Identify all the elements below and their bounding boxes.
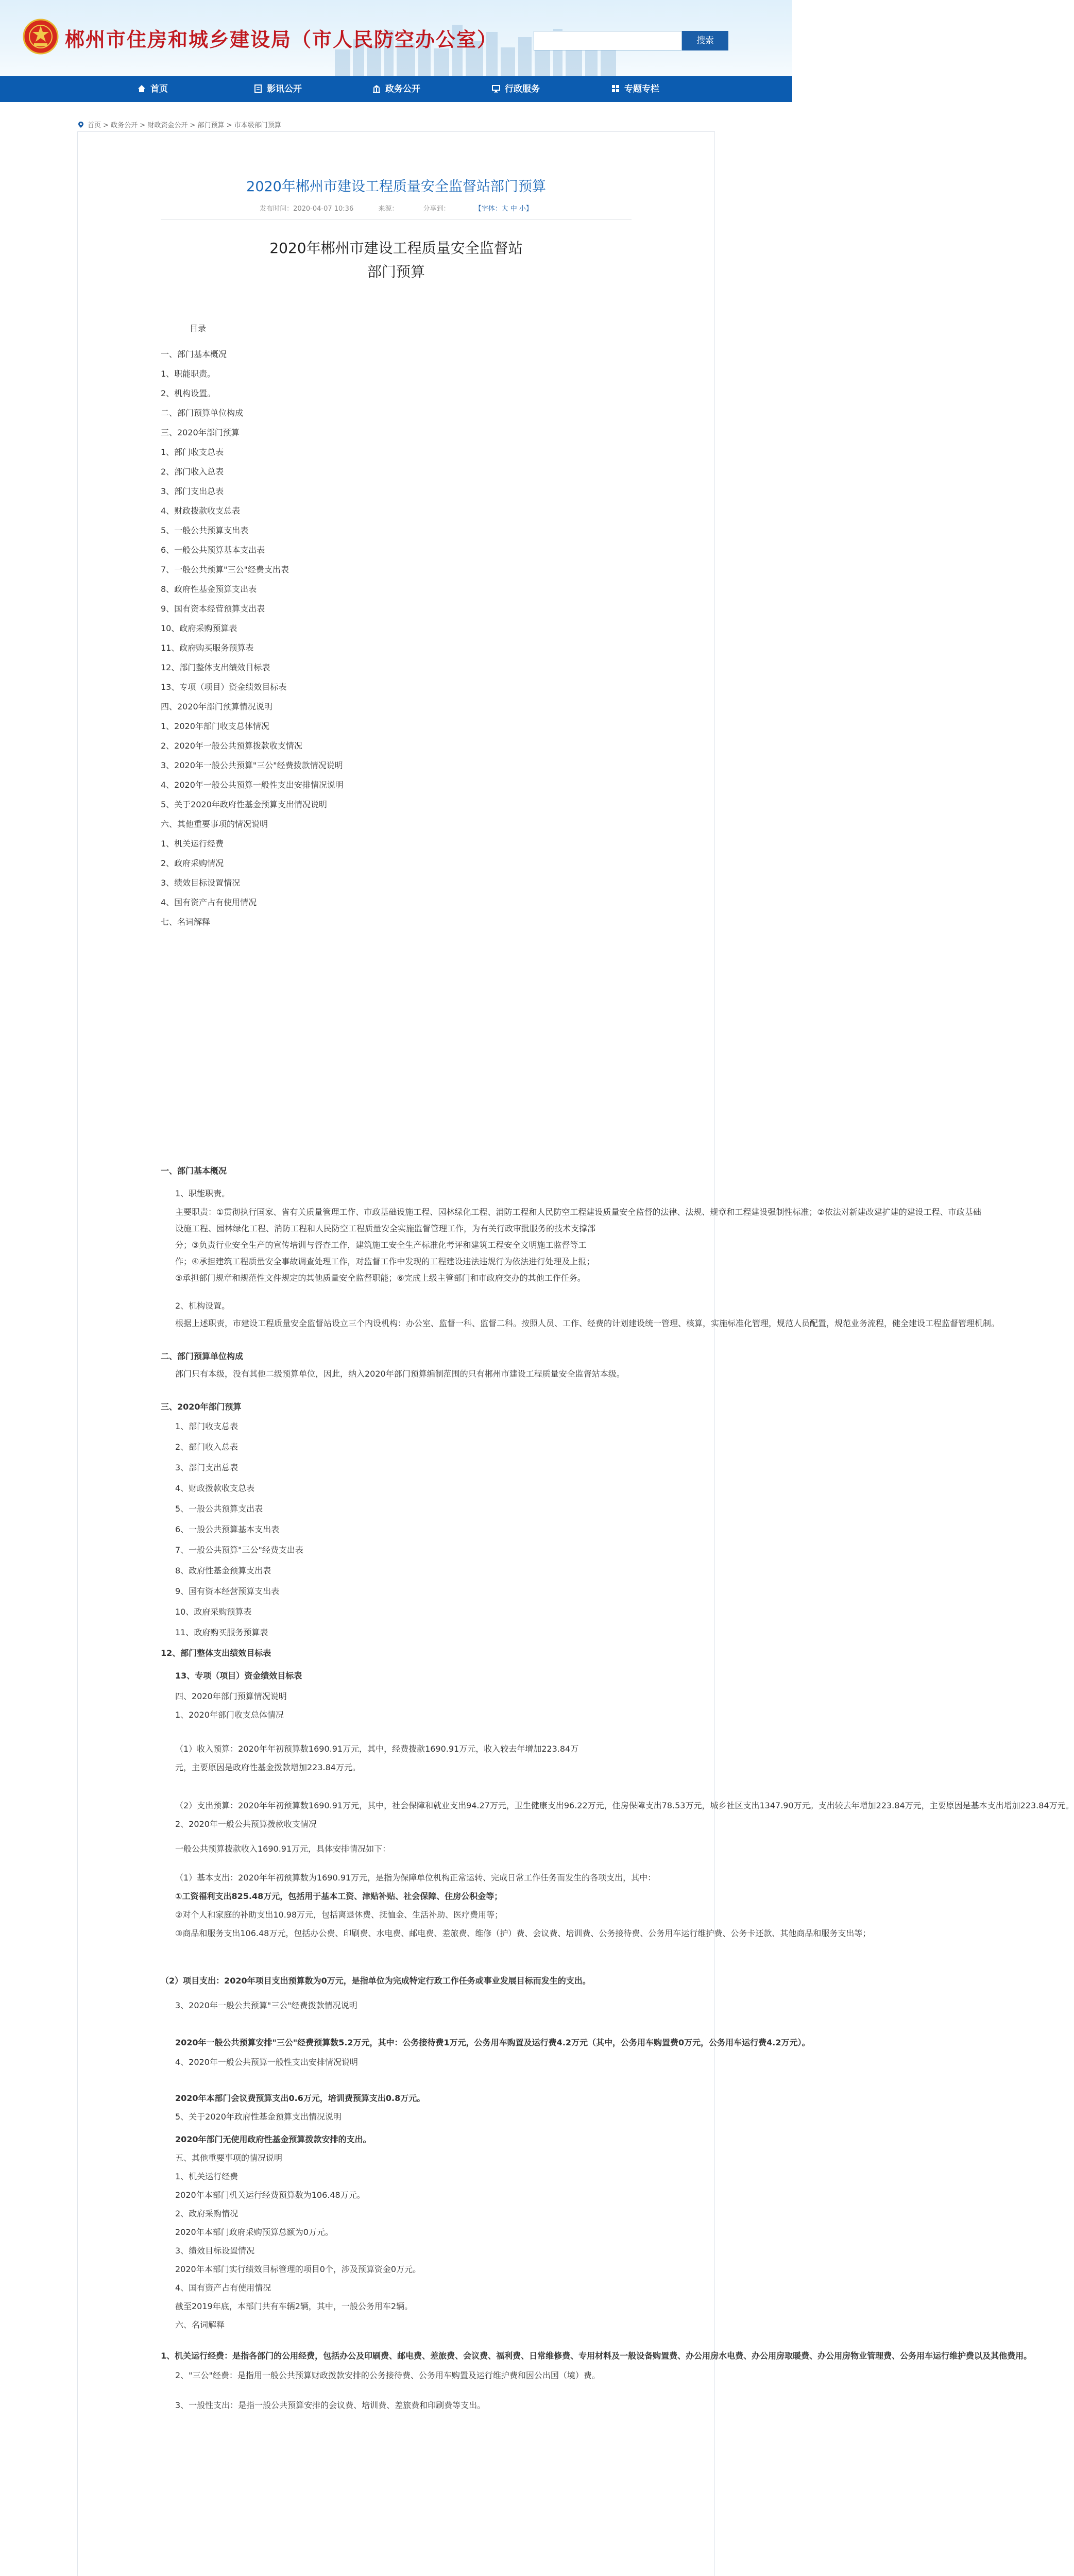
body-paragraph: 4、国有资产占有使用情况	[175, 2283, 271, 2293]
font-size-switcher[interactable]: 【字体：大 中 小】	[474, 205, 533, 213]
body-paragraph: 10、政府采购预算表	[175, 1607, 252, 1617]
site-title[interactable]: 郴州市住房和城乡建设局（市人民防空办公室）	[65, 28, 498, 51]
article-title: 2020年郴州市建设工程质量安全监督站部门预算	[246, 179, 546, 195]
nav-item-gov-affairs[interactable]	[372, 76, 420, 102]
section-heading: 二、部门预算单位构成	[161, 1351, 244, 1361]
body-paragraph: （1）基本支出：2020年年初预算数为1690.91万元，是指为保障单位机构正常运转、完成日常工作任务而发生的各项支出，其中：	[175, 1873, 656, 1883]
grid-icon	[611, 84, 620, 93]
section-heading: 2020年本部门会议费预算支出0.6万元，培训费预算支出0.8万元。	[175, 2093, 425, 2103]
section-heading: （2）项目支出：2020年项目支出预算数为0万元，是指单位为完成特定行政工作任务或事业发展目标而发生的支出。	[161, 1976, 591, 1986]
toc-item: 11、政府购买服务预算表	[161, 643, 254, 653]
body-paragraph: 五、其他重要事项的情况说明	[175, 2153, 283, 2163]
body-paragraph: 3、2020年一般公共预算"三公"经费拨款情况说明	[175, 2001, 357, 2010]
body-paragraph: 2、2020年一般公共预算拨款收支情况	[175, 1819, 317, 1829]
toc-item: 七、名词解释	[161, 917, 211, 927]
body-paragraph: 2、部门收入总表	[175, 1442, 238, 1452]
search-input[interactable]	[534, 31, 682, 50]
body-paragraph: 3、绩效目标设置情况	[175, 2246, 255, 2256]
body-paragraph: ③商品和服务支出106.48万元，包括办公费、印刷费、水电费、邮电费、差旅费、维修（护）费、会议费、培训费、公务接待费、公务用车运行维护费、公务卡还款、其他商品和服务支出等；	[175, 1928, 871, 1938]
toc-item: 8、政府性基金预算支出表	[161, 584, 257, 594]
body-paragraph: 六、名词解释	[175, 2320, 225, 2330]
body-paragraph: 5、关于2020年政府性基金预算支出情况说明	[175, 2112, 342, 2122]
body-paragraph: 11、政府购买服务预算表	[175, 1628, 268, 1637]
nav-label: 影讯公开	[267, 84, 302, 94]
body-paragraph: 1、部门收支总表	[175, 1421, 238, 1431]
body-paragraph: 5、一般公共预算支出表	[175, 1504, 263, 1514]
toc-item: 一、部门基本概况	[161, 349, 227, 359]
toc-item: 4、国有资产占有使用情况	[161, 897, 257, 907]
meta-share: 分享到：	[423, 205, 450, 213]
body-paragraph: （2）支出预算：2020年年初预算数1690.91万元，其中，社会保障和就业支出94.27万元，卫生健康支出96.22万元，住房保障支出78.53万元，城乡社区支出1347.90万元。支出较去年增加223.84万元，主要原因是基本支出增加223.84万元。	[175, 1801, 1074, 1810]
body-paragraph: （1）收入预算：2020年年初预算数1690.91万元，其中，经费拨款1690.91万元，收入较去年增加223.84万	[175, 1744, 579, 1754]
toc-item: 7、一般公共预算"三公"经费支出表	[161, 565, 289, 574]
body-paragraph: 3、一般性支出：是指一般公共预算安排的会议费、培训费、差旅费和印刷费等支出。	[175, 2400, 486, 2410]
breadcrumb[interactable]	[77, 120, 281, 129]
body-paragraph: 四、2020年部门预算情况说明	[175, 1691, 287, 1701]
toc-item: 9、国有资本经营预算支出表	[161, 604, 265, 614]
toc-item: 2、部门收入总表	[161, 467, 224, 477]
toc-item: 12、部门整体支出绩效目标表	[161, 663, 270, 672]
toc-item: 1、机关运行经费	[161, 839, 224, 849]
main-nav	[0, 76, 792, 102]
body-paragraph: 设施工程、园林绿化工程、消防工程和人民防空工程质量安全实施监督管理工作，为有关行政审批服务的技术支撑部	[175, 1224, 596, 1233]
nav-label: 专题专栏	[624, 84, 659, 94]
national-emblem-logo	[23, 19, 59, 55]
body-paragraph: 分；③负责行业安全生产的宣传培训与督查工作，建筑施工安全生产标准化考评和建筑工程安全文明施工监督等工	[175, 1240, 587, 1250]
nav-item-news[interactable]	[253, 76, 302, 102]
section-heading: 1、机关运行经费：是指各部门的公用经费，包括办公及印刷费、邮电费、差旅费、会议费、福利费、日常维修费、专用材料及一般设备购置费、办公用房水电费、办公用房取暖费、办公用房物业管理费、公务用车运行维护费以及其他费用。	[161, 2351, 1032, 2361]
toc-item: 2、机构设置。	[161, 388, 216, 398]
toc-item: 六、其他重要事项的情况说明	[161, 819, 268, 829]
meta-date: 发布时间：2020-04-07 10:36	[260, 205, 354, 213]
toc-item: 2、政府采购情况	[161, 858, 224, 868]
section-heading: 三、2020年部门预算	[161, 1402, 242, 1412]
body-paragraph: 4、财政拨款收支总表	[175, 1483, 255, 1493]
body-paragraph: ②对个人和家庭的补助支出10.98万元，包括离退休费、抚恤金、生活补助、医疗费用等；	[175, 1910, 503, 1920]
body-paragraph: 截至2019年底，本部门共有车辆2辆，其中，一般公务用车2辆。	[175, 2301, 413, 2311]
building-icon	[372, 84, 381, 93]
nav-item-services[interactable]	[491, 76, 540, 102]
body-paragraph: 3、部门支出总表	[175, 1463, 238, 1472]
toc-item: 二、部门预算单位构成	[161, 408, 244, 418]
article-meta	[0, 203, 792, 213]
toc-item: 6、一般公共预算基本支出表	[161, 545, 265, 555]
site-header	[0, 0, 792, 76]
monitor-icon	[491, 84, 501, 93]
meta-source: 来源：	[378, 205, 399, 213]
nav-label: 首页	[150, 84, 168, 94]
body-paragraph: 根据上述职责，市建设工程质量安全监督站设立三个内设机构：办公室、监督一科、监督二科。按照人员、工作、经费的计划建设统一管理、核算，实施标准化管理，规范人员配置，规范业务流程，健全建设工程监督管理机制。	[175, 1318, 1000, 1328]
body-paragraph: 2020年本部门实行绩效目标管理的项目0个，涉及预算资金0万元。	[175, 2264, 421, 2274]
body-paragraph: 2020年本部门机关运行经费预算数为106.48万元。	[175, 2190, 365, 2200]
body-paragraph: 2、"三公"经费：是指用一般公共预算财政拨款安排的公务接待费、公务用车购置及运行维护费和因公出国（境）费。	[175, 2370, 600, 2380]
toc-item: 3、2020年一般公共预算"三公"经费拨款情况说明	[161, 760, 343, 770]
section-heading: 12、部门整体支出绩效目标表	[161, 1648, 271, 1658]
toc-item: 4、财政拨款收支总表	[161, 506, 241, 516]
nav-label: 政务公开	[385, 84, 420, 94]
section-heading: 13、专项（项目）资金绩效目标表	[175, 1671, 302, 1681]
toc-item: 1、2020年部门收支总体情况	[161, 721, 269, 731]
document-icon	[253, 84, 263, 93]
nav-item-home[interactable]	[137, 76, 168, 102]
section-heading: 2020年一般公共预算安排"三公"经费预算数5.2万元，其中：公务接待费1万元，公务用车购置及运行费4.2万元（其中，公务用车购置费0万元，公务用车运行费4.2万元）。	[175, 2038, 810, 2047]
body-paragraph: 2、机构设置。	[175, 1301, 230, 1311]
body-paragraph: 主要职责：①贯彻执行国家、省有关质量管理工作、市政基础设施工程、园林绿化工程、消防工程和人民防空工程建设质量安全监督的法律、法规、规章和工程建设强制性标准；②依法对新建改建扩建的建设工程、市政基础	[175, 1207, 981, 1217]
body-paragraph: 2020年本部门政府采购预算总额为0万元。	[175, 2227, 333, 2237]
breadcrumb-text[interactable]: 首页 > 政务公开 > 财政资金公开 > 部门预算 > 市本级部门预算	[88, 122, 281, 129]
nav-label: 行政服务	[505, 84, 540, 94]
toc-item: 1、职能职责。	[161, 369, 216, 379]
toc-item: 四、2020年部门预算情况说明	[161, 702, 272, 711]
body-paragraph: 8、政府性基金预算支出表	[175, 1566, 271, 1575]
body-paragraph: 6、一般公共预算基本支出表	[175, 1524, 280, 1534]
body-paragraph: 7、一般公共预算"三公"经费支出表	[175, 1545, 303, 1555]
toc-item: 2、2020年一般公共预算拨款收支情况	[161, 741, 302, 751]
section-heading: ①工资福利支出825.48万元，包括用于基本工资、津贴补贴、社会保障、住房公积金等；	[175, 1891, 503, 1901]
section-heading: 2020年部门无使用政府性基金预算拨款安排的支出。	[175, 2134, 371, 2144]
toc-item: 5、关于2020年政府性基金预算支出情况说明	[161, 800, 327, 809]
section-heading: 一、部门基本概况	[161, 1166, 227, 1176]
body-paragraph: 一般公共预算拨款收入1690.91万元，具体安排情况如下：	[175, 1844, 391, 1854]
body-paragraph: 元，主要原因是政府性基金拨款增加223.84万元。	[175, 1762, 361, 1772]
toc-item: 10、政府采购预算表	[161, 623, 237, 633]
toc-item: 目录	[190, 324, 207, 333]
body-paragraph: ⑤承担部门规章和规范性文件规定的其他质量安全监督职能；⑥完成上级主管部门和市政府交办的其他工作任务。	[175, 1273, 586, 1283]
home-icon	[137, 84, 146, 93]
toc-item: 3、部门支出总表	[161, 486, 224, 496]
body-paragraph: 作；④承担建筑工程质量安全事故调查处理工作，对监督工作中发现的工程建设违法违规行为依法进行处理及上报；	[175, 1257, 595, 1266]
location-icon	[77, 121, 84, 128]
body-paragraph: 4、2020年一般公共预算一般性支出安排情况说明	[175, 2057, 358, 2067]
doc-heading-line2: 部门预算	[367, 263, 425, 280]
body-paragraph: 2、政府采购情况	[175, 2209, 238, 2218]
toc-item: 1、部门收支总表	[161, 447, 224, 457]
toc-item: 三、2020年部门预算	[161, 428, 240, 437]
body-paragraph: 1、职能职责。	[175, 1189, 230, 1198]
search-button[interactable]: 搜索	[682, 31, 728, 50]
body-paragraph: 1、机关运行经费	[175, 2172, 238, 2181]
nav-item-topics[interactable]	[611, 76, 659, 102]
body-paragraph: 部门只有本级，没有其他二级预算单位，因此，纳入2020年部门预算编制范围的只有郴州市建设工程质量安全监督站本级。	[175, 1369, 625, 1379]
body-paragraph: 1、2020年部门收支总体情况	[175, 1710, 284, 1720]
toc-item: 13、专项（项目）资金绩效目标表	[161, 682, 287, 692]
toc-item: 3、绩效目标设置情况	[161, 878, 241, 888]
doc-heading-line1: 2020年郴州市建设工程质量安全监督站	[269, 240, 523, 257]
toc-item: 5、一般公共预算支出表	[161, 526, 249, 535]
body-paragraph: 9、国有资本经营预算支出表	[175, 1586, 280, 1596]
toc-item: 4、2020年一般公共预算一般性支出安排情况说明	[161, 780, 344, 790]
